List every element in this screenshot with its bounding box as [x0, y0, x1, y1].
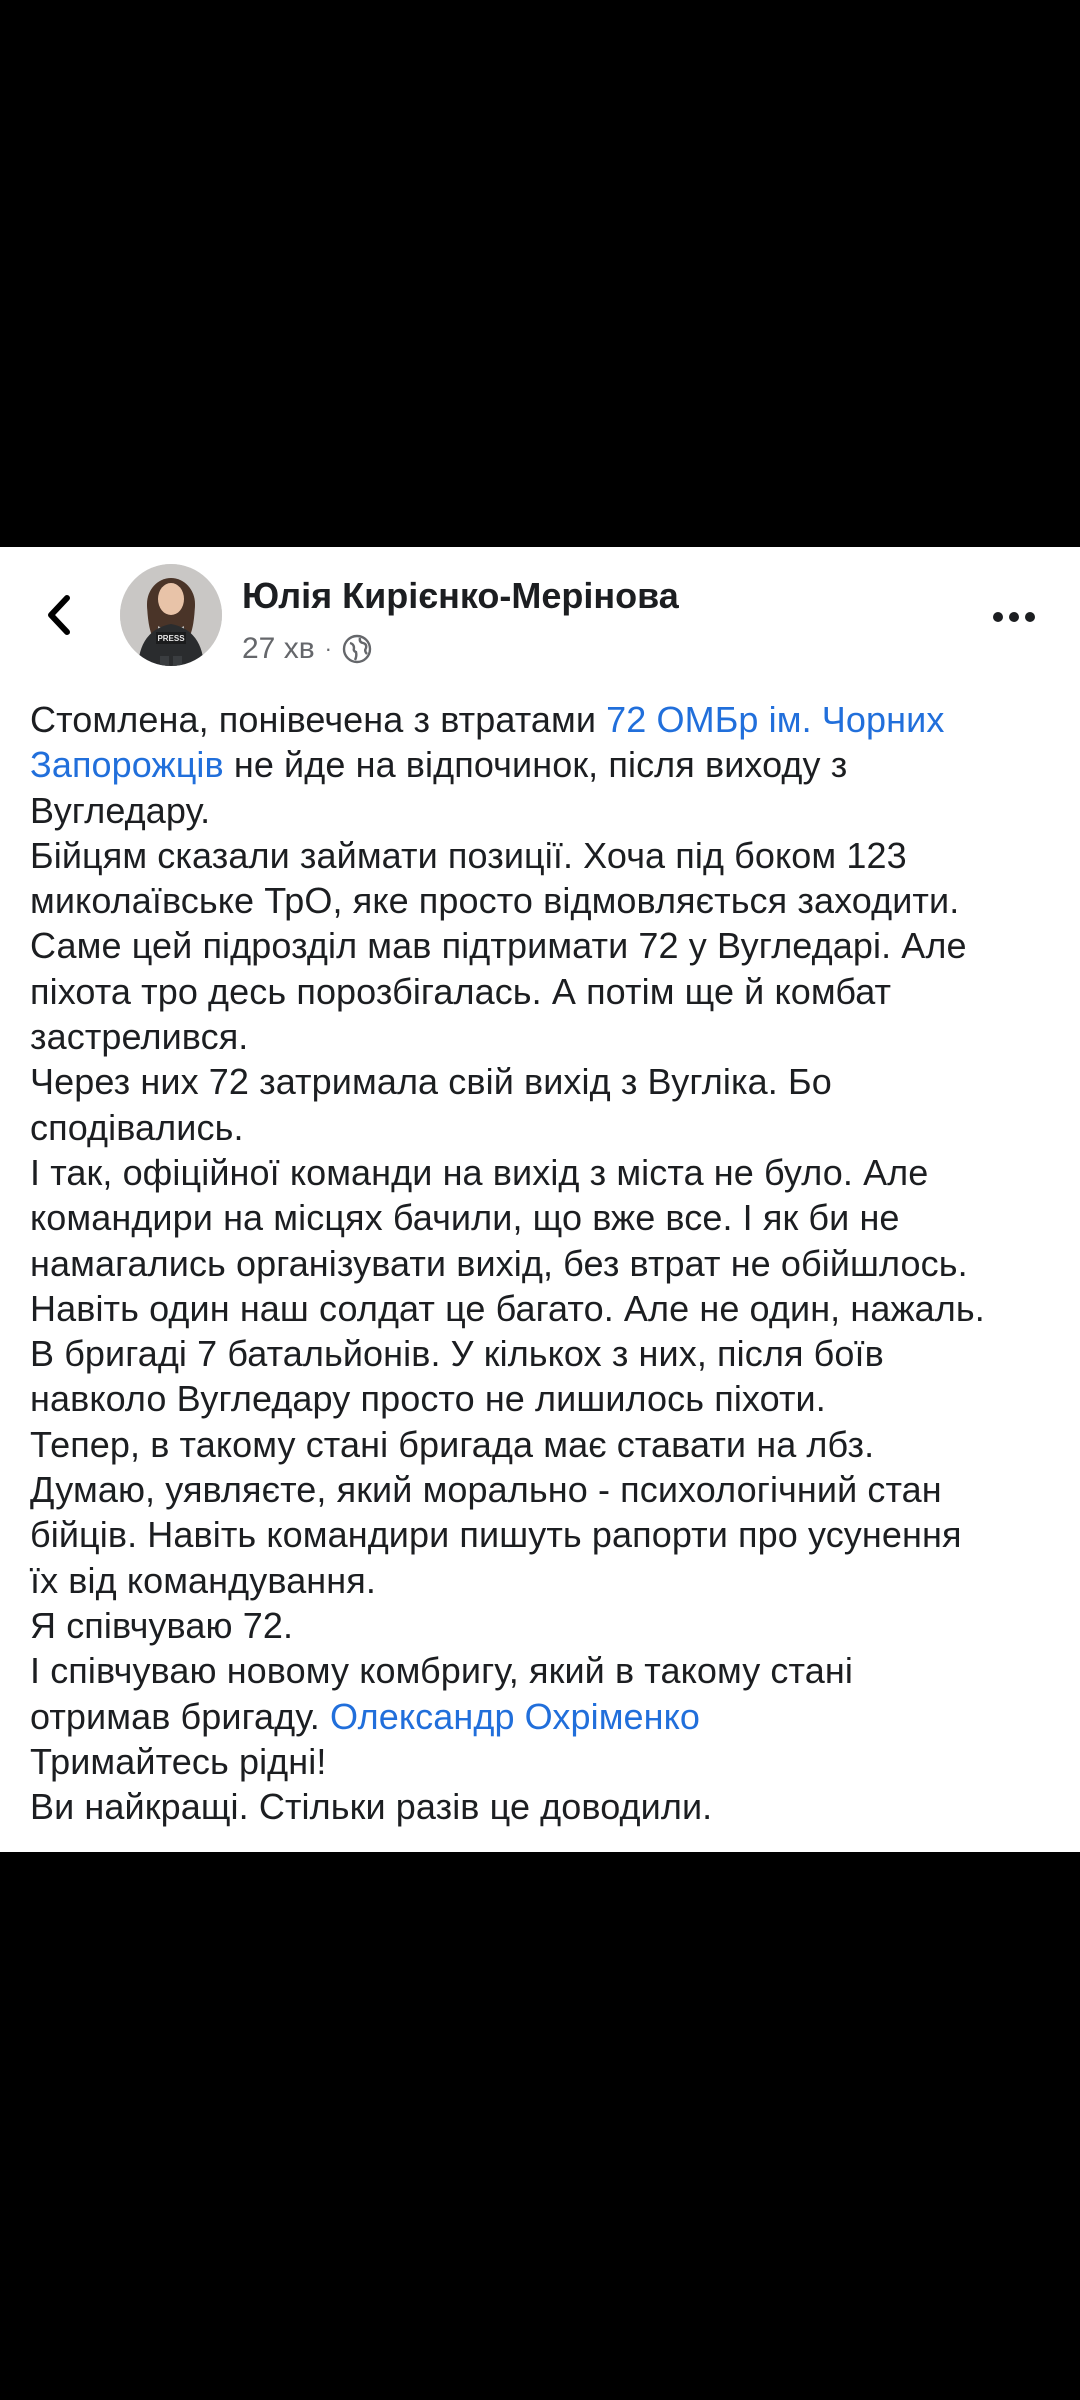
brigade-link[interactable]: 72 ОМБр ім. Чорних [606, 699, 945, 740]
post-line: піхота тро десь порозбігалась. А потім ще й комбат [30, 970, 892, 1012]
person-link[interactable]: Олександр Охріменко [329, 1695, 701, 1737]
post-line: Тепер, в такому стані бригада має ставати на лбз. [30, 1423, 875, 1465]
post-line [30, 742, 1060, 787]
post-line: Думаю, уявляєте, який морально - психологічний стан [30, 1469, 942, 1511]
post-line: Через них 72 затримала свій вихід з Вугліка. Бо [30, 1061, 832, 1103]
top-black-area [0, 0, 1080, 547]
post-timestamp[interactable]: 27 хв [242, 632, 315, 665]
globe-icon [342, 634, 372, 664]
post-meta [242, 629, 372, 669]
avatar-photo [120, 564, 222, 666]
post-line: І так, офіційної команди на вихід з міста не було. Але [30, 1151, 929, 1193]
post-line [30, 697, 1060, 742]
author-name[interactable]: Юлія Кирієнко-Мерінова [242, 575, 679, 616]
post-line: Бійцям сказали займати позиції. Хоча під боком 123 [30, 834, 907, 876]
post-text-segment: отримав бригаду. [30, 1695, 330, 1737]
post-line: сподівались. [30, 1106, 244, 1148]
post-body [30, 697, 1060, 1829]
post-line: намагались організувати вихід, без втрат не обійшлось. [30, 1242, 968, 1284]
bottom-black-area [0, 1852, 1080, 2400]
meta-separator: · [324, 636, 332, 661]
more-options-button[interactable] [984, 597, 1044, 637]
post-line: командири на місцях бачили, що вже все. І як би не [30, 1197, 900, 1239]
post-line: Вугледару. [30, 789, 211, 831]
post-line: Я співчуваю 72. [30, 1604, 294, 1646]
post-line: Навіть один наш солдат це багато. Але не один, нажаль. [30, 1287, 985, 1329]
avatar[interactable] [120, 564, 222, 666]
post-header [0, 547, 1080, 697]
post-line [30, 1694, 1060, 1739]
post-text-segment: Стомлена, понівечена з втратами [30, 699, 607, 740]
back-button[interactable] [30, 585, 90, 645]
avatar-press-badge: PRESS [157, 634, 185, 643]
post-line: І співчуваю новому комбригу, який в такому стані [30, 1650, 853, 1692]
post-line: застрелився. [30, 1016, 249, 1058]
post-line: навколо Вугледару просто не лишилось піхоти. [30, 1378, 826, 1420]
brigade-link-continued[interactable]: Запорожців [30, 744, 224, 786]
post-line: Тримайтесь рідні! [30, 1740, 327, 1782]
post-card [0, 547, 1080, 1852]
post-line: Саме цей підрозділ мав підтримати 72 у Вугледарі. Але [30, 925, 967, 967]
post-line: миколаївське ТрО, яке просто відмовляється заходити. [30, 880, 960, 922]
post-text-segment: не йде на відпочинок, після виходу з [223, 744, 848, 786]
more-dots-icon [992, 611, 1036, 623]
post-line: бійців. Навіть командири пишуть рапорти про усунення [30, 1514, 962, 1556]
post-line: Ви найкращі. Стільки разів це доводили. [30, 1786, 713, 1828]
post-line: їх від командування. [30, 1559, 376, 1601]
post-line: В бригаді 7 батальйонів. У кількох з них, після боїв [30, 1333, 884, 1375]
chevron-left-icon [43, 593, 77, 637]
